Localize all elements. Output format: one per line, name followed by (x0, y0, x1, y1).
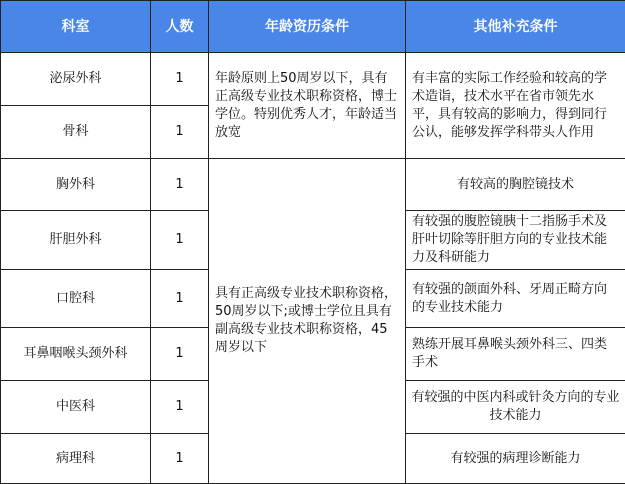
table-row (1, 53, 625, 106)
table-row (1, 159, 625, 211)
age-condition-cell: 具有正高级专业技术职称资格，50周岁以下;或博士学位且具有副高级专业技术职称资格，45周岁以下 (209, 159, 406, 484)
count-cell: 1 (151, 328, 209, 381)
department-cell: 泌尿外科 (1, 53, 151, 106)
department-cell: 耳鼻咽喉头颈外科 (1, 328, 151, 381)
header-other-conditions: 其他补充条件 (406, 1, 625, 53)
department-cell: 胸外科 (1, 159, 151, 211)
count-cell: 1 (151, 106, 209, 159)
other-condition-cell: 有丰富的实际工作经验和较高的学术造诣，技术水平在省市领先水平，具有较高的影响力，得到同行公认，能够发挥学科带头人作用 (406, 53, 625, 159)
header-count: 人数 (151, 1, 209, 53)
other-condition-cell: 有较高的胸腔镜技术 (406, 159, 625, 211)
department-cell: 肝胆外科 (1, 211, 151, 270)
count-cell: 1 (151, 53, 209, 106)
department-cell: 病理科 (1, 434, 151, 484)
header-age-conditions: 年龄资历条件 (209, 1, 406, 53)
department-cell: 口腔科 (1, 270, 151, 328)
other-condition-cell: 有较强的腹腔镜胰十二指肠手术及肝叶切除等肝胆方向的专业技术能力及科研能力 (406, 211, 625, 270)
count-cell: 1 (151, 381, 209, 434)
department-cell: 骨科 (1, 106, 151, 159)
count-cell: 1 (151, 434, 209, 484)
other-condition-cell: 熟练开展耳鼻喉头颈外科三、四类手术 (406, 328, 625, 381)
header-department: 科室 (1, 1, 151, 53)
count-cell: 1 (151, 211, 209, 270)
count-cell: 1 (151, 270, 209, 328)
other-condition-cell: 有较强的颌面外科、牙周正畸方向的专业技术能力 (406, 270, 625, 328)
other-condition-cell: 有较强的病理诊断能力 (406, 434, 625, 484)
other-condition-cell: 有较强的中医内科或针灸方向的专业技术能力 (406, 381, 625, 434)
department-cell: 中医科 (1, 381, 151, 434)
table-header-row (1, 1, 625, 53)
age-condition-cell: 年龄原则上50周岁以下，具有正高级专业技术职称资格，博士学位。特别优秀人才，年龄适当放宽 (209, 53, 406, 159)
count-cell: 1 (151, 159, 209, 211)
